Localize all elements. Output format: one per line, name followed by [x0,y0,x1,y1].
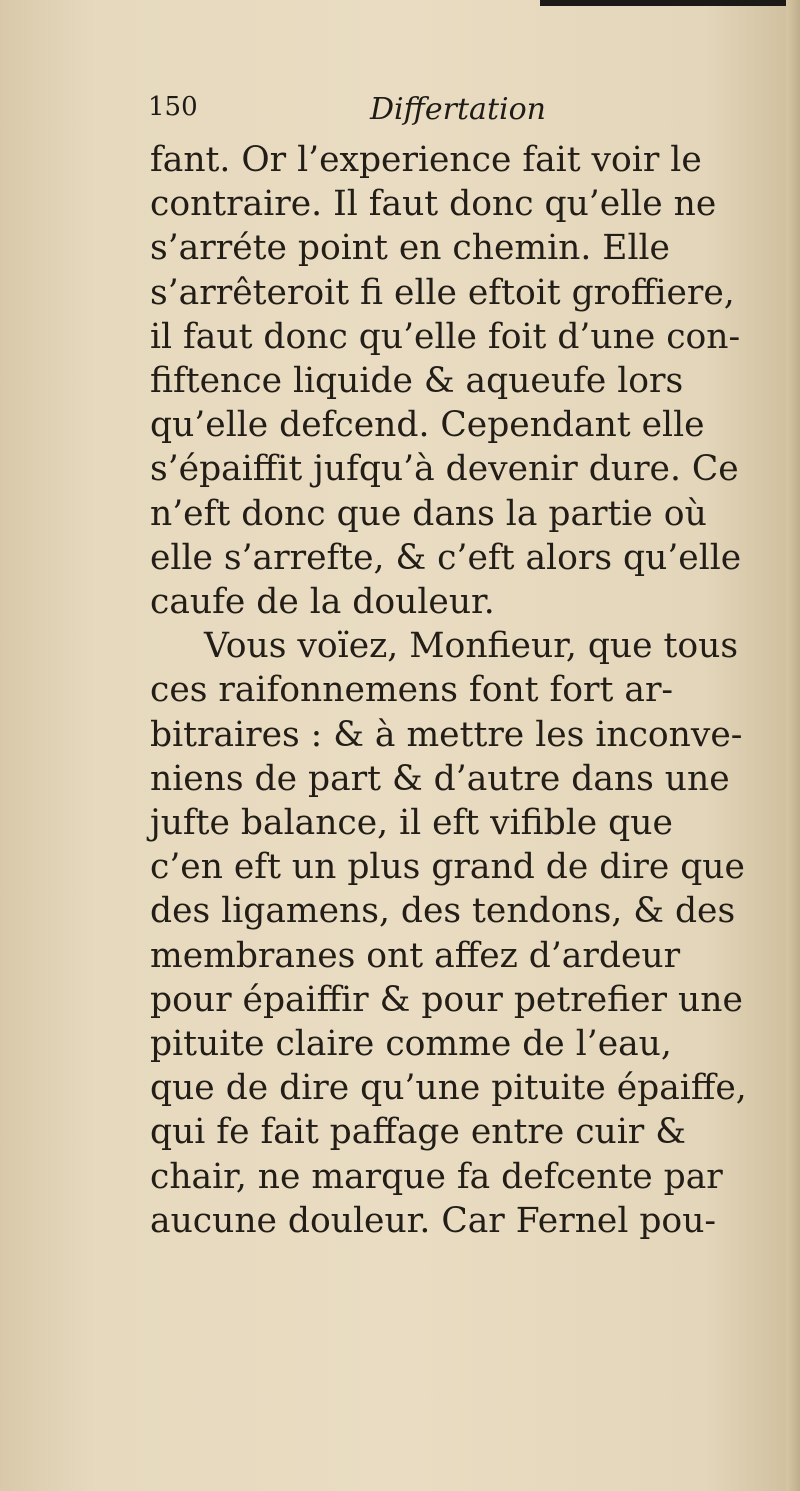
text-line: membranes ont affez d’ardeur [150,935,681,976]
text-line: des ligamens, des tendons, & des [150,891,736,932]
text-line: fiftence liquide & aqueufe lors [150,361,684,402]
text-line: s’arréte point en chemin. Elle [150,228,670,269]
text-line: qui fe fait paffage entre cuir & [150,1112,686,1153]
text-line: bitraires : & à mettre les inconve- [150,714,743,755]
text-line: fant. Or l’experience fait voir le [150,140,702,180]
text-line: qu’elle defcend. Cependant elle [150,405,705,446]
page-header [148,92,588,132]
text-line: pituite claire comme de l’eau, [150,1024,672,1065]
text-line: s’arrêteroit fi elle eftoit groffiere, [150,272,735,313]
text-line: que de dire qu’une pituite épaiffe, [150,1068,747,1109]
text-line: ces raifonnemens font fort ar- [150,670,674,711]
text-line: chair, ne marque fa defcente par [150,1156,723,1197]
text-line: s’épaiffit jufqu’à devenir dure. Ce [150,449,739,490]
text-line: pour épaiffir & pour petrefier une [150,979,743,1020]
text-line: jufte balance, il eft vifible que [150,803,673,844]
running-title: Differtation [370,92,546,127]
page-number: 150 [148,92,198,122]
text-line: aucune douleur. Car Fernel pou- [150,1200,717,1241]
text-line: c’en eft un plus grand de dire que [150,847,745,888]
page-top-edge-shadow [540,0,800,6]
text-line: elle s’arrefte, & c’eft alors qu’elle [150,537,742,578]
text-line: n’eft donc que dans la partie où [150,493,707,534]
text-line: caufe de la douleur. [150,582,495,623]
text-line: contraire. Il faut donc qu’elle ne [150,184,717,225]
text-line: il faut donc qu’elle foit d’une con- [150,316,741,357]
body-text [150,138,800,1243]
paragraph-start-line: Vous voïez, Monfieur, que tous [204,626,739,667]
text-line: niens de part & d’autre dans une [150,758,730,799]
